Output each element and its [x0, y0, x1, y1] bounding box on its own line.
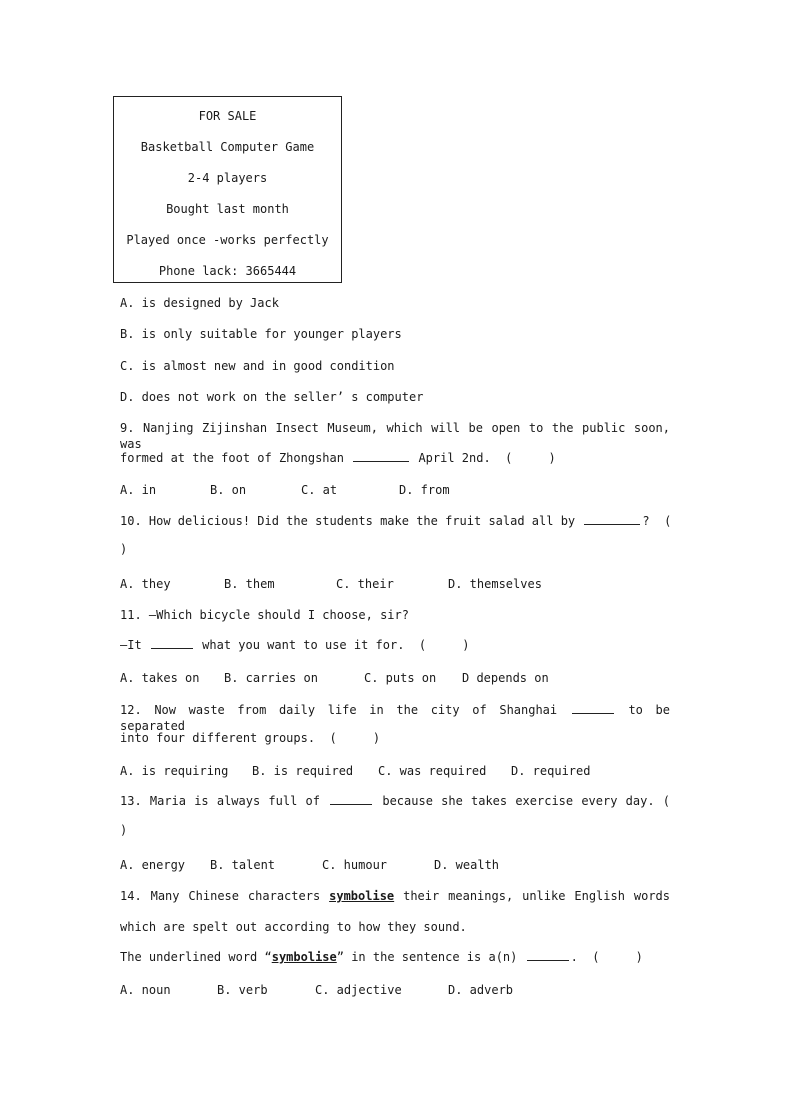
q8-option-c: C. is almost new and in good condition	[120, 359, 395, 373]
q8-option-b: B. is only suitable for younger players	[120, 327, 402, 341]
q11-text-b: what you want to use it for. ( )	[202, 638, 470, 652]
q8-option-d: D. does not work on the seller’ s computer	[120, 390, 424, 404]
q10-option-a: A. they	[120, 577, 171, 591]
q14-stem-line3	[120, 948, 643, 965]
q14-option-d: D. adverb	[448, 983, 514, 997]
q13-option-d: D. wealth	[434, 858, 500, 872]
q11-stem-line2	[120, 636, 469, 653]
answer-blank	[151, 636, 193, 649]
underlined-word: symbolise	[329, 889, 395, 903]
answer-blank	[330, 792, 372, 805]
q9-option-a: A. in	[120, 483, 157, 497]
q11-option-d: D depends on	[462, 671, 549, 685]
q9-text-a: formed at the foot of Zhongshan	[120, 451, 344, 465]
q9-option-c: C. at	[301, 483, 338, 497]
answer-blank	[527, 948, 569, 961]
ad-title: FOR SALE	[198, 109, 257, 123]
q11-text-a: —It	[120, 638, 142, 652]
q9-stem-line1: 9. Nanjing Zijinshan Insect Museum, which will be open to the public soon, was	[120, 421, 670, 451]
q14-text-d: ” in the sentence is a(n)	[336, 950, 518, 964]
q13-option-b: B. talent	[210, 858, 276, 872]
q14-stem-line2: which are spelt out according to how they sound.	[120, 920, 467, 934]
q10-option-b: B. them	[224, 577, 275, 591]
q12-stem-line2: into four different groups. ( )	[120, 731, 381, 745]
q14-stem-line1	[120, 888, 670, 904]
q10-option-c: C. their	[336, 577, 394, 591]
q10-stem-line2: )	[120, 542, 128, 556]
q12-option-d: D. required	[511, 764, 591, 778]
q11-option-b: B. carries on	[224, 671, 318, 685]
q13-option-a: A. energy	[120, 858, 186, 872]
q14-text-b: their meanings, unlike English words	[403, 889, 670, 903]
q12-text-a: 12. Now waste from daily life in the city of Shanghai	[120, 703, 558, 717]
ad-players: 2-4 players	[187, 171, 268, 185]
q14-text-a: 14. Many Chinese characters	[120, 889, 321, 903]
q14-text-e: . ( )	[570, 950, 643, 964]
q14-text-c: The underlined word “	[120, 950, 272, 964]
q9-stem-line2	[120, 449, 556, 466]
q11-option-a: A. takes on	[120, 671, 200, 685]
q9-option-d: D. from	[399, 483, 450, 497]
q9-text-b: April 2nd. ( )	[418, 451, 556, 465]
q12-option-a: A. is requiring	[120, 764, 229, 778]
q13-stem-line1	[120, 792, 670, 809]
answer-blank	[572, 701, 614, 714]
q14-option-a: A. noun	[120, 983, 171, 997]
q8-option-a: A. is designed by Jack	[120, 296, 279, 310]
answer-blank	[353, 449, 409, 462]
q12-option-b: B. is required	[252, 764, 354, 778]
q14-option-b: B. verb	[217, 983, 268, 997]
q13-text-b: because she takes exercise every day. (	[382, 794, 670, 808]
underlined-word-quoted: symbolise	[271, 950, 337, 964]
ad-product: Basketball Computer Game	[140, 140, 315, 154]
q12-option-c: C. was required	[378, 764, 487, 778]
q13-option-c: C. humour	[322, 858, 388, 872]
q11-stem-line1: 11. —Which bicycle should I choose, sir?	[120, 608, 409, 622]
q12-text-b: to be separated	[120, 703, 670, 733]
q10-stem-line1	[120, 512, 671, 529]
q14-option-c: C. adjective	[315, 983, 402, 997]
q10-text-a: 10. How delicious! Did the students make the fruit salad all by	[120, 514, 576, 528]
ad-phone: Phone lack: 3665444	[158, 264, 297, 278]
q10-text-b: ? (	[642, 514, 672, 528]
q13-text-a: 13. Maria is always full of	[120, 794, 320, 808]
q13-stem-line2: )	[120, 823, 128, 837]
for-sale-ad-box	[113, 96, 342, 283]
ad-bought: Bought last month	[166, 202, 289, 216]
q11-option-c: C. puts on	[364, 671, 437, 685]
answer-blank	[584, 512, 640, 525]
q9-option-b: B. on	[210, 483, 247, 497]
ad-condition: Played once -works perfectly	[126, 233, 329, 247]
q10-option-d: D. themselves	[448, 577, 542, 591]
